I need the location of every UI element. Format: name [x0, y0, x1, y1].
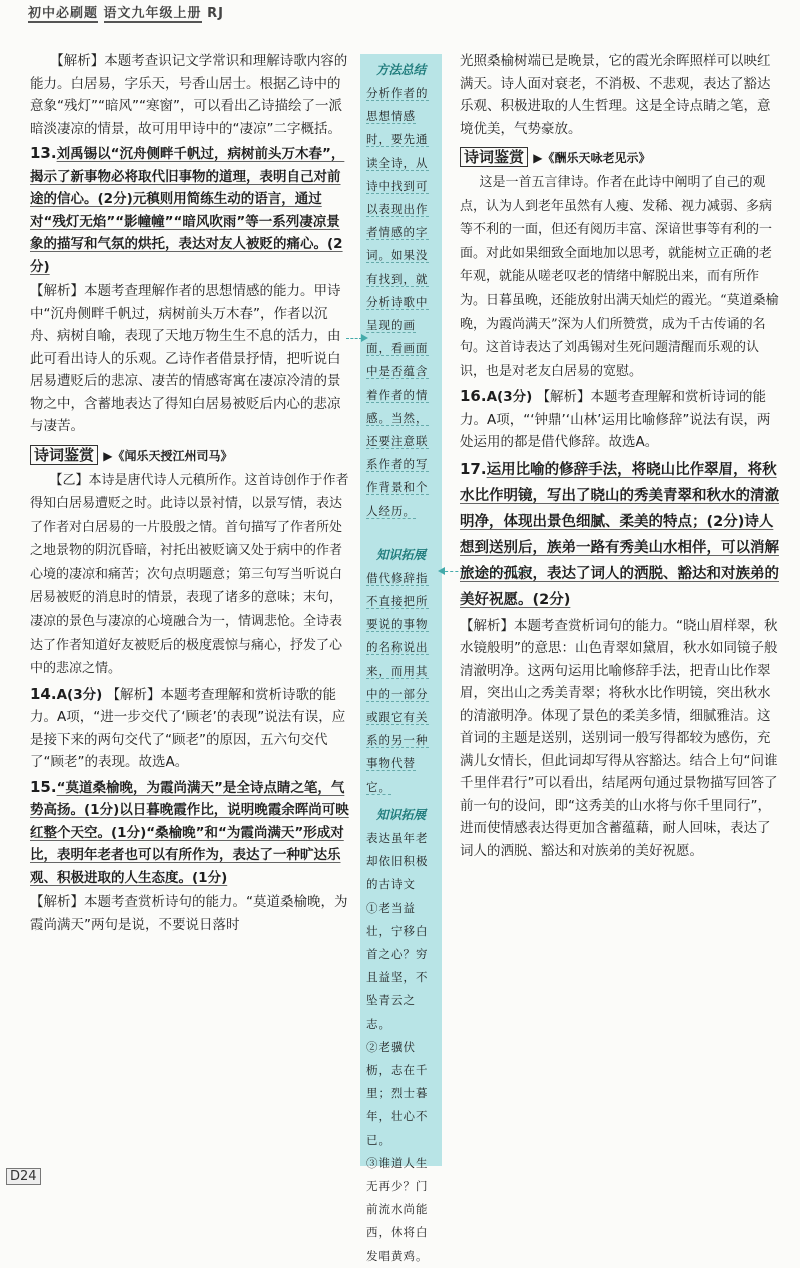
q15-answer: 15.“莫道桑榆晚，为霞尚满天”是全诗点睛之笔，气势高扬。(1分)以日暮晚霞作比，说明晚霞余晖尚可映红整个天空。(1分)“桑榆晚”和“为霞尚满天”形成对比，表明年老者也可以有所作为，表达了一种旷达乐观、积极进取的人生态度。(1分) — [30, 777, 349, 886]
q12-analysis: 【解析】本题考查识记文学常识和理解诗歌内容的能力。白居易，字乐天，号香山居士。根据乙诗中的意象“残灯”“暗风”“寒窗”，可以看出乙诗描绘了一派暗淡凄凉的情景，故可用甲诗中的“凄凉”二字概括。 — [30, 53, 348, 137]
knowledge-extension-title-2: 知识拓展 — [375, 806, 426, 822]
q16-answer: 16.A(3分) 【解析】本题考查理解和赏析诗词的能力。A项，“‘钟鼎’‘山林’运用比喻修辞”说法有误，两处运用的都是借代修辞。故选A。 — [460, 387, 771, 451]
quote-item: ③谁道人生无再少？门前流水尚能西，休将白发唱黄鸡。 — [366, 1155, 429, 1263]
method-summary-text: 分析作者的思想情感时，要先通读全诗，从诗中找到可以表现出作者情感的字词。如果没有找到，就分析诗歌中呈现的画面，看画面中是否蕴含着作者的情感。当然，还要注意联系作者的写作背景和个人经历。 — [366, 86, 429, 518]
right-column — [460, 50, 780, 864]
knowledge-extension-text-2: 表达虽年老却依旧积极的古诗文 ①老当益壮，宁移白首之心？穷且益坚，不坠青云之志。 ②老骥伏枥，志在千里；烈士暮年，壮心不已。 ③谁道人生无再少？门前流水尚能西，休将白发唱黄鸡。 — [360, 827, 442, 1268]
book-title: 初中必刷题 — [28, 6, 99, 21]
q17-answer: 17.运用比喻的修辞手法，将晓山比作翠眉，将秋水比作明镜，写出了晓山的秀美青翠和秋水的清澈明净，体现出景色细腻、柔美的特点；(2分)诗人想到送别后，族弟一路有秀美山水相伴，可以消解旅途的孤寂，表达了词人的洒脱、豁达和对族弟的美好祝愿。(2分) — [460, 459, 779, 608]
page-number: D24 — [6, 1168, 41, 1185]
q15-analysis: 【解析】本题考查赏析诗句的能力。“莫道桑榆晚，为霞尚满天”两句是说，不要说日落时 — [30, 894, 348, 933]
knowledge-extension-title-1: 知识拓展 — [375, 546, 426, 562]
sidebar-notes — [360, 54, 442, 1263]
method-summary-title: 方法总结 — [375, 62, 426, 77]
pointer-arrow-icon — [346, 338, 362, 340]
quote-item: ②老骥伏枥，志在千里；烈士暮年，壮心不已。 — [366, 1039, 429, 1147]
poem-appreciation-heading-1: 诗词鉴赏 ▶《闻乐天授江州司马》 — [30, 444, 352, 465]
knowledge-extension-text-1: 借代修辞指不直接把所要说的事物的名称说出来，而用其中的一部分或跟它有关系的另一种事物代替它。 — [366, 570, 429, 794]
quote-item: ①老当益壮，宁移白首之心？穷且益坚，不坠青云之志。 — [366, 900, 429, 1031]
edition-label: RJ — [207, 6, 224, 21]
q13-analysis: 【解析】本题考查理解作者的思想情感的能力。甲诗中“沉舟侧畔千帆过，病树前头万木春”，作者以沉舟、病树自喻，表现了天地万物生生不息的活力，由此可看出诗人的乐观。乙诗作者借景抒情，把听说白居易遭贬后的悲凉、凄苦的情感寄寓在凄凉冷清的景物之中，含蓄地表达了得知白居易被贬后内心的悲凉与凄苦。 — [30, 283, 341, 434]
q14-answer: 14.A(3分) 【解析】本题考查理解和赏析诗歌的能力。A项，“进一步交代了‘顾老’的表现”说法有误，应是接下来的两句交代了“顾老”的原因，五六句交代了“顾老”的表现。故选A。 — [30, 684, 346, 771]
poem-appreciation-heading-2: 诗词鉴赏 ▶《酬乐天咏老见示》 — [460, 146, 780, 167]
page-header — [28, 2, 224, 21]
left-column — [30, 50, 352, 938]
q15-analysis-cont: 光照桑榆树端已是晚景，它的霞光余晖照样可以映红满天。诗人面对衰老，不消极、不悲观，表达了豁达乐观、积极进取的人生哲理。这是全诗点睛之笔，意境优美，气势豪放。 — [460, 53, 771, 137]
q17-analysis: 【解析】本题考查赏析词句的能力。“晓山眉样翠，秋水镜般明”的意思：山色青翠如黛眉，秋水如同镜子般清澈明净。这两句运用比喻修辞手法，把青山比作翠眉，突出山之秀美青翠；将秋水比作明镜，突出秋水的清澈明净。体现了景色的柔美多情，细腻雅洁。这首词的主题是送别，送别词一般写得都较为感伤，充满儿女情长，但此词却写得从容豁达。结合上句“问谁千里伴君行”可以看出，结尾两句通过景物描写回答了前一句的设问，即“这秀美的山水将与你千里同行”，进而使情感表达得更加含蓄蕴藉，耐人回味，表达了词人的洒脱、豁达和对族弟的美好祝愿。 — [460, 617, 778, 859]
poem-appreciation-text-1: 【乙】本诗是唐代诗人元稹所作。这首诗创作于作者得知白居易遭贬之时。此诗以景衬情，以景写情，表达了作者对白居易的一片股殷之情。首句描写了作者所处之地景物的阴沉昏暗，衬托出被贬谪又处于病中的作者心境的凄凉和痛苦；次句点明题意；第三句写当听说白居易被贬的消息时的情景，表现了诸多的意味；末句，凄凉的景色与凄凉的心境融合为一，情调悲怆。全诗表达了作者知道好友被贬后的极度震惊与痛心，抒发了心中的悲凉之情。 — [30, 472, 349, 677]
poem-appreciation-text-2: 这是一首五言律诗。作者在此诗中阐明了自己的观点，认为人到老年虽然有人瘦、发稀、视力减弱、多病等不利的一面，但还有阅历丰富、深谙世事等有利的一面。对此如果细致全面地加以思考，就能树立正确的老年观，就能从嗟老叹老的情绪中解脱出来，而有所作为。日暮虽晚，还能放射出满天灿烂的霞光。“莫道桑榆晚，为霞尚满天”深为人们所赞赏，成为千古传诵的名句。这首诗表达了刘禹锡对生死问题清醒而乐观的认识，也是对老友白居易的宽慰。 — [460, 175, 779, 379]
subject-title: 语文九年级上册 — [103, 6, 202, 21]
q13-answer: 13.刘禹锡以“沉舟侧畔千帆过，病树前头万木春”，揭示了新事物必将取代旧事物的道理，表明自己对前途的信心。(2分)元稹则用简练生动的语言，通过对“残灯无焰”“影幢幢”“暗风吹雨”等一系列凄凉景象的描写和气氛的烘托，表达对友人被贬的痛心。(2分) — [30, 144, 345, 275]
